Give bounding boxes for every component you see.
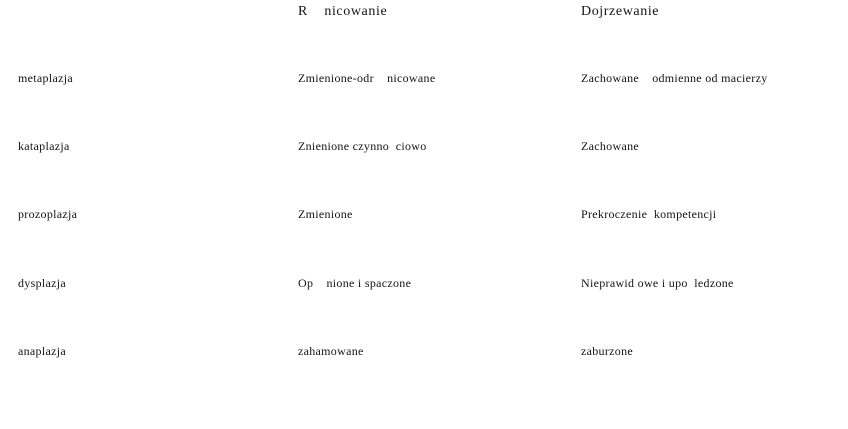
row-differentiation: Zmienione	[298, 207, 353, 221]
row-differentiation: Zmienione-odr nicowane	[298, 71, 436, 85]
header-differentiation: R nicowanie	[298, 4, 388, 19]
table-header-row	[0, 2, 848, 22]
row-maturation: Nieprawid owe i upo ledzone	[581, 276, 734, 290]
table-row	[0, 343, 848, 359]
row-term: kataplazja	[18, 139, 70, 153]
row-differentiation: Znienione czynno ciowo	[298, 139, 427, 153]
row-term: anaplazja	[18, 344, 66, 358]
row-term: dysplazja	[18, 276, 67, 290]
row-differentiation: zahamowane	[298, 344, 364, 358]
row-term: prozoplazja	[18, 207, 78, 221]
row-differentiation: Op nione i spaczone	[298, 276, 412, 290]
table-row	[0, 275, 848, 291]
row-maturation: Zachowane odmienne od macierzy	[581, 71, 768, 85]
row-maturation: Prekroczenie kompetencji	[581, 207, 717, 221]
table-row	[0, 70, 848, 86]
row-maturation: zaburzone	[581, 344, 634, 358]
header-maturation: Dojrzewanie	[581, 4, 660, 19]
row-term: metaplazja	[18, 71, 73, 85]
table-row	[0, 138, 848, 154]
row-maturation: Zachowane	[581, 139, 640, 153]
table-row	[0, 206, 848, 222]
